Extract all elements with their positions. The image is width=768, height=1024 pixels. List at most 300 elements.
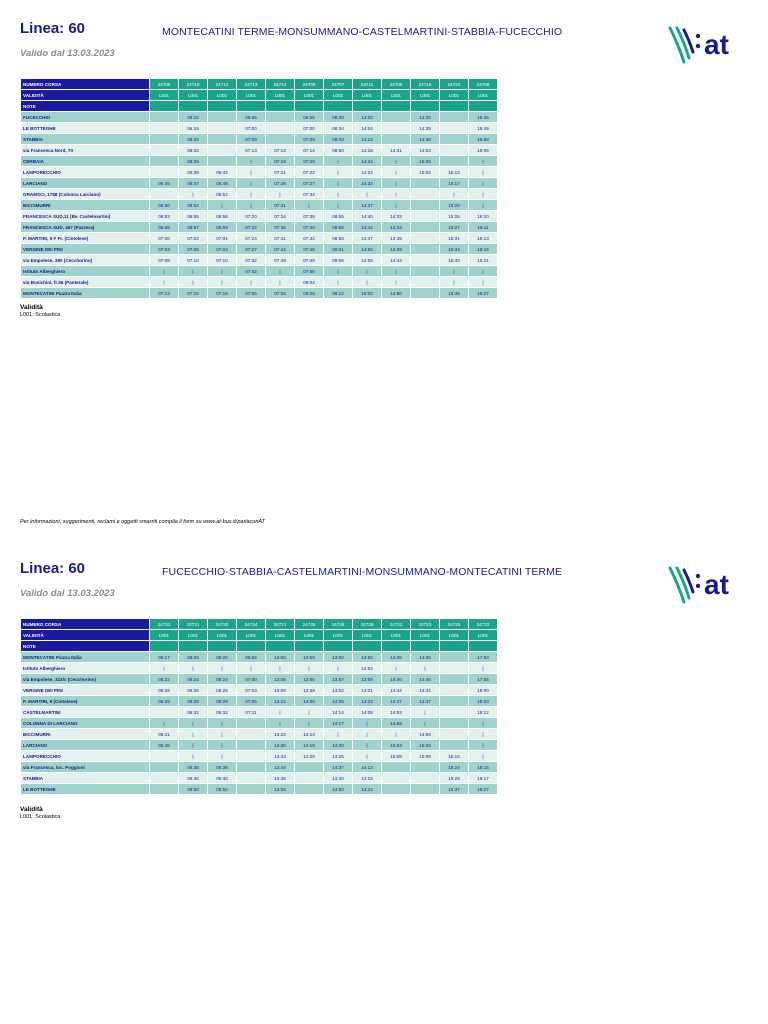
stop-name: LAMPORECCHIO — [21, 751, 150, 762]
time-cell: 15:45 — [469, 112, 498, 123]
time-cell: 07:42 — [237, 266, 266, 277]
time-cell: 08:56 — [324, 222, 353, 233]
time-cell: 07:10 — [179, 255, 208, 266]
header-cell — [469, 101, 498, 112]
time-cell: 14:59 — [382, 718, 411, 729]
header-cell — [382, 641, 411, 652]
header-cell: L001 — [324, 90, 353, 101]
header-cell: L001 — [440, 630, 469, 641]
time-cell — [382, 134, 411, 145]
stop-name: VERGINE DEI PINI — [21, 685, 150, 696]
header-cell: 24735 — [295, 619, 324, 630]
header-cell: L001 — [382, 90, 411, 101]
time-cell — [440, 707, 469, 718]
table-row — [21, 145, 498, 156]
time-cell: 07:13 — [266, 145, 295, 156]
time-cell — [440, 696, 469, 707]
time-cell — [266, 112, 295, 123]
header-cell — [237, 641, 266, 652]
time-cell: 07:15 — [208, 288, 237, 299]
header-row — [21, 619, 498, 630]
header-cell: 24710 — [179, 79, 208, 90]
time-cell: | — [266, 189, 295, 200]
time-cell: 13:50 — [353, 652, 382, 663]
time-cell: 07:26 — [266, 178, 295, 189]
time-cell: 06:32 — [208, 707, 237, 718]
time-cell — [208, 156, 237, 167]
time-cell: | — [208, 277, 237, 288]
time-cell: | — [353, 729, 382, 740]
time-cell: 14:40 — [382, 674, 411, 685]
time-cell — [150, 145, 179, 156]
stop-name: MONTECATINI Piazza Italia — [21, 288, 150, 299]
time-cell: | — [179, 266, 208, 277]
time-cell: | — [382, 663, 411, 674]
table-row — [21, 685, 498, 696]
time-cell: 06:22 — [150, 674, 179, 685]
time-cell: 09:01 — [324, 244, 353, 255]
stop-name: via Empolese, 323/c (Cecchorino) — [21, 674, 150, 685]
time-cell: | — [150, 266, 179, 277]
time-cell: 06:45 — [150, 178, 179, 189]
time-cell: 14:40 — [353, 211, 382, 222]
table-row — [21, 167, 498, 178]
time-cell — [411, 222, 440, 233]
time-cell: 06:57 — [179, 222, 208, 233]
time-cell: 17:50 — [469, 652, 498, 663]
time-cell: | — [179, 740, 208, 751]
valid-from: Valido dal 13.03.2023 — [20, 588, 115, 599]
time-cell: 14:17 — [324, 718, 353, 729]
header-label: VALIDITÀ — [21, 630, 150, 641]
time-cell: 06:33 — [179, 145, 208, 156]
stop-name: STABBIA — [21, 773, 150, 784]
time-cell: 17:55 — [469, 674, 498, 685]
time-cell: 06:29 — [150, 696, 179, 707]
time-cell: 14:34 — [382, 222, 411, 233]
time-cell: 15:02 — [411, 167, 440, 178]
time-cell — [411, 244, 440, 255]
time-cell: 15:28 — [440, 773, 469, 784]
time-cell: | — [295, 718, 324, 729]
time-cell: 14:37 — [324, 762, 353, 773]
time-cell: 13:55 — [266, 784, 295, 795]
time-cell: 07:09 — [295, 134, 324, 145]
table-row — [21, 134, 498, 145]
header-cell — [208, 641, 237, 652]
time-cell: 06:24 — [179, 674, 208, 685]
stop-name: LAMPORECCHIO — [21, 167, 150, 178]
time-cell: 15:37 — [440, 784, 469, 795]
time-cell — [295, 762, 324, 773]
time-cell: 08:02 — [295, 277, 324, 288]
time-cell: | — [179, 718, 208, 729]
header-cell — [150, 101, 179, 112]
time-cell: 15:03 — [382, 740, 411, 751]
time-cell: 13:57 — [324, 674, 353, 685]
time-cell: 15:31 — [440, 233, 469, 244]
time-cell: | — [382, 266, 411, 277]
time-cell: 07:32 — [237, 255, 266, 266]
header-cell: 24708 — [469, 79, 498, 90]
time-cell: 07:03 — [150, 244, 179, 255]
time-cell: 06:59 — [208, 222, 237, 233]
time-cell — [150, 123, 179, 134]
stop-name: BICCIMURRI — [21, 200, 150, 211]
header-cell: L001 — [295, 90, 324, 101]
time-cell: | — [324, 189, 353, 200]
time-cell: 06:28 — [179, 134, 208, 145]
time-cell: 14:24 — [353, 156, 382, 167]
header-cell: L001 — [237, 630, 266, 641]
time-cell: 13:58 — [353, 674, 382, 685]
time-cell: 07:15 — [179, 288, 208, 299]
time-cell: 14:05 — [324, 696, 353, 707]
time-cell: 15:24 — [440, 762, 469, 773]
time-cell: | — [469, 189, 498, 200]
time-cell: 06:39 — [179, 167, 208, 178]
time-cell: 06:50 — [150, 200, 179, 211]
time-cell: 14:08 — [353, 707, 382, 718]
time-cell: 15:49 — [469, 123, 498, 134]
time-cell: | — [411, 718, 440, 729]
time-cell: 06:56 — [237, 652, 266, 663]
time-cell: | — [208, 663, 237, 674]
time-cell: 06:20 — [208, 652, 237, 663]
time-cell: | — [208, 751, 237, 762]
stop-name: Istituto Alberghiero — [21, 266, 150, 277]
time-cell: 14:35 — [411, 652, 440, 663]
header-cell: 24733 — [150, 619, 179, 630]
time-cell: 18:00 — [469, 685, 498, 696]
time-cell: 06:28 — [208, 696, 237, 707]
time-cell: | — [469, 277, 498, 288]
table-row — [21, 674, 498, 685]
time-cell: 14:13 — [353, 134, 382, 145]
table-row — [21, 729, 498, 740]
header-cell: 24707 — [324, 79, 353, 90]
line-title: Linea: 60 — [20, 560, 86, 577]
header-cell — [324, 641, 353, 652]
at-logo — [668, 22, 750, 66]
time-cell — [382, 123, 411, 134]
time-cell — [411, 178, 440, 189]
header-cell: L001 — [179, 90, 208, 101]
time-cell: 14:53 — [411, 145, 440, 156]
time-cell: | — [440, 266, 469, 277]
header-cell — [469, 641, 498, 652]
header-cell — [353, 641, 382, 652]
header-cell — [295, 101, 324, 112]
time-cell: 08:08 — [295, 288, 324, 299]
time-cell — [150, 762, 179, 773]
time-cell: | — [295, 707, 324, 718]
stop-name: LE BOTTEGHE — [21, 784, 150, 795]
time-cell: | — [237, 277, 266, 288]
table-row — [21, 740, 498, 751]
header-label: NOTE — [21, 101, 150, 112]
stop-name: MONTECATINI Piazza Italia — [21, 652, 150, 663]
time-cell: | — [179, 751, 208, 762]
header-cell: L001 — [150, 630, 179, 641]
time-cell — [440, 729, 469, 740]
time-cell: | — [411, 707, 440, 718]
table-row — [21, 178, 498, 189]
stop-name: LE BOTTEGHE — [21, 123, 150, 134]
time-cell — [237, 751, 266, 762]
time-cell: 14:53 — [382, 707, 411, 718]
time-cell: 15:03 — [411, 740, 440, 751]
stop-name: via Empolese, 380 (Cecchorino) — [21, 255, 150, 266]
time-cell: | — [266, 266, 295, 277]
time-cell: 06:26 — [208, 685, 237, 696]
time-cell: 14:36 — [382, 233, 411, 244]
time-cell: 15:25 — [440, 211, 469, 222]
time-cell: 07:13 — [150, 288, 179, 299]
table-row — [21, 255, 498, 266]
time-cell: | — [208, 740, 237, 751]
header-cell — [179, 641, 208, 652]
time-cell: 13:33 — [266, 751, 295, 762]
time-cell: 07:09 — [237, 134, 266, 145]
time-cell: 07:32 — [295, 189, 324, 200]
time-cell: 14:59 — [411, 729, 440, 740]
time-cell — [237, 773, 266, 784]
valid-from: Valido dal 13.03.2023 — [20, 48, 115, 59]
time-cell: 06:45 — [150, 740, 179, 751]
table-row — [21, 156, 498, 167]
time-cell: 07:11 — [237, 707, 266, 718]
header-cell: 24736 — [324, 619, 353, 630]
time-cell: | — [266, 707, 295, 718]
time-cell — [411, 200, 440, 211]
time-cell: | — [208, 200, 237, 211]
header-cell: L001 — [150, 90, 179, 101]
time-cell — [411, 189, 440, 200]
time-cell: 14:44 — [411, 685, 440, 696]
time-cell: 06:52 — [179, 200, 208, 211]
time-cell: 07:20 — [295, 156, 324, 167]
time-cell: 06:55 — [179, 211, 208, 222]
time-cell: 07:00 — [237, 123, 266, 134]
time-cell: 14:55 — [353, 255, 382, 266]
route-title: MONTECATINI TERME-MONSUMMANO-CASTELMARTINI-STABBIA-FUCECCHIO — [162, 26, 563, 38]
time-cell: 13:00 — [266, 652, 295, 663]
time-cell — [411, 233, 440, 244]
time-cell: 14:44 — [382, 255, 411, 266]
time-cell: | — [179, 277, 208, 288]
time-cell — [440, 145, 469, 156]
time-cell: 06:32 — [179, 707, 208, 718]
time-cell: 18:17 — [469, 773, 498, 784]
time-cell — [382, 784, 411, 795]
time-cell: 06:55 — [295, 112, 324, 123]
time-cell: 14:24 — [353, 784, 382, 795]
header-cell — [353, 101, 382, 112]
time-cell — [411, 773, 440, 784]
stop-name: COLONNA DI LARCIANO — [21, 718, 150, 729]
time-cell: | — [382, 189, 411, 200]
time-cell: 13:59 — [295, 685, 324, 696]
time-cell: 14:50 — [382, 288, 411, 299]
time-cell: | — [150, 718, 179, 729]
time-cell: | — [237, 156, 266, 167]
time-cell: 15:34 — [440, 244, 469, 255]
stop-name: STABBIA — [21, 134, 150, 145]
time-cell: 13:23 — [266, 729, 295, 740]
time-cell — [440, 740, 469, 751]
header-cell — [266, 641, 295, 652]
time-cell: 18:15 — [469, 762, 498, 773]
time-cell — [237, 762, 266, 773]
time-cell: 15:45 — [440, 288, 469, 299]
time-cell: | — [324, 200, 353, 211]
header-cell: 24716 — [411, 79, 440, 90]
time-cell: 13:30 — [266, 740, 295, 751]
time-cell: 18:27 — [469, 784, 498, 795]
time-cell — [150, 167, 179, 178]
header-cell: 24729 — [353, 619, 382, 630]
time-cell: 14:35 — [382, 652, 411, 663]
header-cell: L001 — [382, 630, 411, 641]
time-cell: 15:17 — [440, 178, 469, 189]
time-cell — [440, 718, 469, 729]
header-label: NUMERO CORSA — [21, 619, 150, 630]
header-cell: 24732 — [469, 619, 498, 630]
time-cell: | — [266, 277, 295, 288]
info-text: Per informazioni, suggerimenti, reclami e oggetti smarriti compila il form su www.at-bus.it/parlaconAT — [20, 519, 266, 525]
time-cell: 07:27 — [237, 244, 266, 255]
time-cell: | — [324, 729, 353, 740]
time-cell: 14:40 — [324, 773, 353, 784]
time-cell: 14:25 — [324, 751, 353, 762]
time-cell: 07:00 — [295, 123, 324, 134]
time-cell: 06:40 — [208, 773, 237, 784]
time-cell: 14:50 — [353, 244, 382, 255]
time-cell — [411, 288, 440, 299]
time-cell: 07:02 — [179, 233, 208, 244]
time-cell — [295, 773, 324, 784]
time-cell — [237, 740, 266, 751]
logo-text: at — [704, 569, 729, 600]
time-cell: 15:08 — [411, 751, 440, 762]
time-cell — [150, 112, 179, 123]
time-cell — [382, 112, 411, 123]
header-cell — [440, 641, 469, 652]
validita-text: L001: Scolastica — [20, 814, 61, 820]
time-cell: 15:15 — [440, 751, 469, 762]
stop-name: Istituto Alberghiero — [21, 663, 150, 674]
at-logo — [668, 562, 750, 606]
time-cell — [150, 784, 179, 795]
header-cell: L001 — [266, 630, 295, 641]
time-cell: | — [324, 178, 353, 189]
time-cell — [208, 134, 237, 145]
time-cell — [150, 134, 179, 145]
time-cell: 07:31 — [266, 200, 295, 211]
time-cell: 07:00 — [237, 674, 266, 685]
time-cell: 07:45 — [295, 244, 324, 255]
time-cell: 16:05 — [469, 145, 498, 156]
time-cell: 14:39 — [411, 123, 440, 134]
time-cell: 06:50 — [179, 784, 208, 795]
time-cell: | — [324, 266, 353, 277]
time-cell: | — [179, 729, 208, 740]
time-cell: 13:50 — [324, 652, 353, 663]
time-cell: 15:20 — [440, 200, 469, 211]
time-cell: 07:13 — [237, 145, 266, 156]
line-title: Linea: 60 — [20, 20, 86, 37]
table-row — [21, 773, 498, 784]
time-cell: | — [382, 200, 411, 211]
time-cell: 08:34 — [324, 123, 353, 134]
time-cell: | — [469, 729, 498, 740]
time-cell: | — [295, 200, 324, 211]
time-cell — [440, 674, 469, 685]
stop-name: LARCIANO — [21, 178, 150, 189]
header-row — [21, 101, 498, 112]
header-cell: 24720 — [440, 79, 469, 90]
time-cell: 06:42 — [208, 167, 237, 178]
table-row — [21, 288, 498, 299]
time-cell: | — [469, 718, 498, 729]
time-cell: | — [150, 663, 179, 674]
time-cell: 18:12 — [469, 707, 498, 718]
time-cell: 07:38 — [295, 211, 324, 222]
time-cell — [237, 729, 266, 740]
time-cell: | — [237, 189, 266, 200]
time-cell: 06:50 — [208, 784, 237, 795]
time-cell: | — [382, 729, 411, 740]
time-cell: 07:20 — [237, 211, 266, 222]
time-cell: | — [353, 740, 382, 751]
time-cell — [208, 123, 237, 134]
timetable — [20, 78, 498, 299]
time-cell: 09:12 — [324, 288, 353, 299]
validita-title: Validità — [20, 806, 43, 813]
stop-name: via Busichini, fr.36 (Panterale) — [21, 277, 150, 288]
header-cell — [382, 101, 411, 112]
time-cell: | — [179, 663, 208, 674]
time-cell: 07:24 — [237, 233, 266, 244]
time-cell: 06:53 — [150, 211, 179, 222]
header-label: NUMERO CORSA — [21, 79, 150, 90]
time-cell: 07:22 — [237, 222, 266, 233]
time-cell: 07:56 — [295, 266, 324, 277]
time-cell — [440, 663, 469, 674]
time-cell — [208, 145, 237, 156]
time-cell: 06:40 — [179, 773, 208, 784]
time-cell: 07:01 — [208, 233, 237, 244]
time-cell: 13:44 — [266, 762, 295, 773]
time-cell: 07:19 — [266, 156, 295, 167]
time-cell: | — [150, 277, 179, 288]
time-cell — [150, 773, 179, 784]
time-cell — [237, 718, 266, 729]
time-cell: 14:48 — [411, 134, 440, 145]
header-cell: 24725 — [440, 619, 469, 630]
time-cell: | — [469, 156, 498, 167]
time-cell: 13:12 — [266, 696, 295, 707]
time-cell: 07:00 — [150, 233, 179, 244]
time-cell: | — [237, 663, 266, 674]
validita-title: Validità — [20, 304, 43, 311]
table-row — [21, 784, 498, 795]
stop-name: GRAMSCI, 1788 (Colonna Larciano) — [21, 189, 150, 200]
table-row — [21, 751, 498, 762]
stop-name: CERBAIA — [21, 156, 150, 167]
header-cell: 24706 — [382, 79, 411, 90]
